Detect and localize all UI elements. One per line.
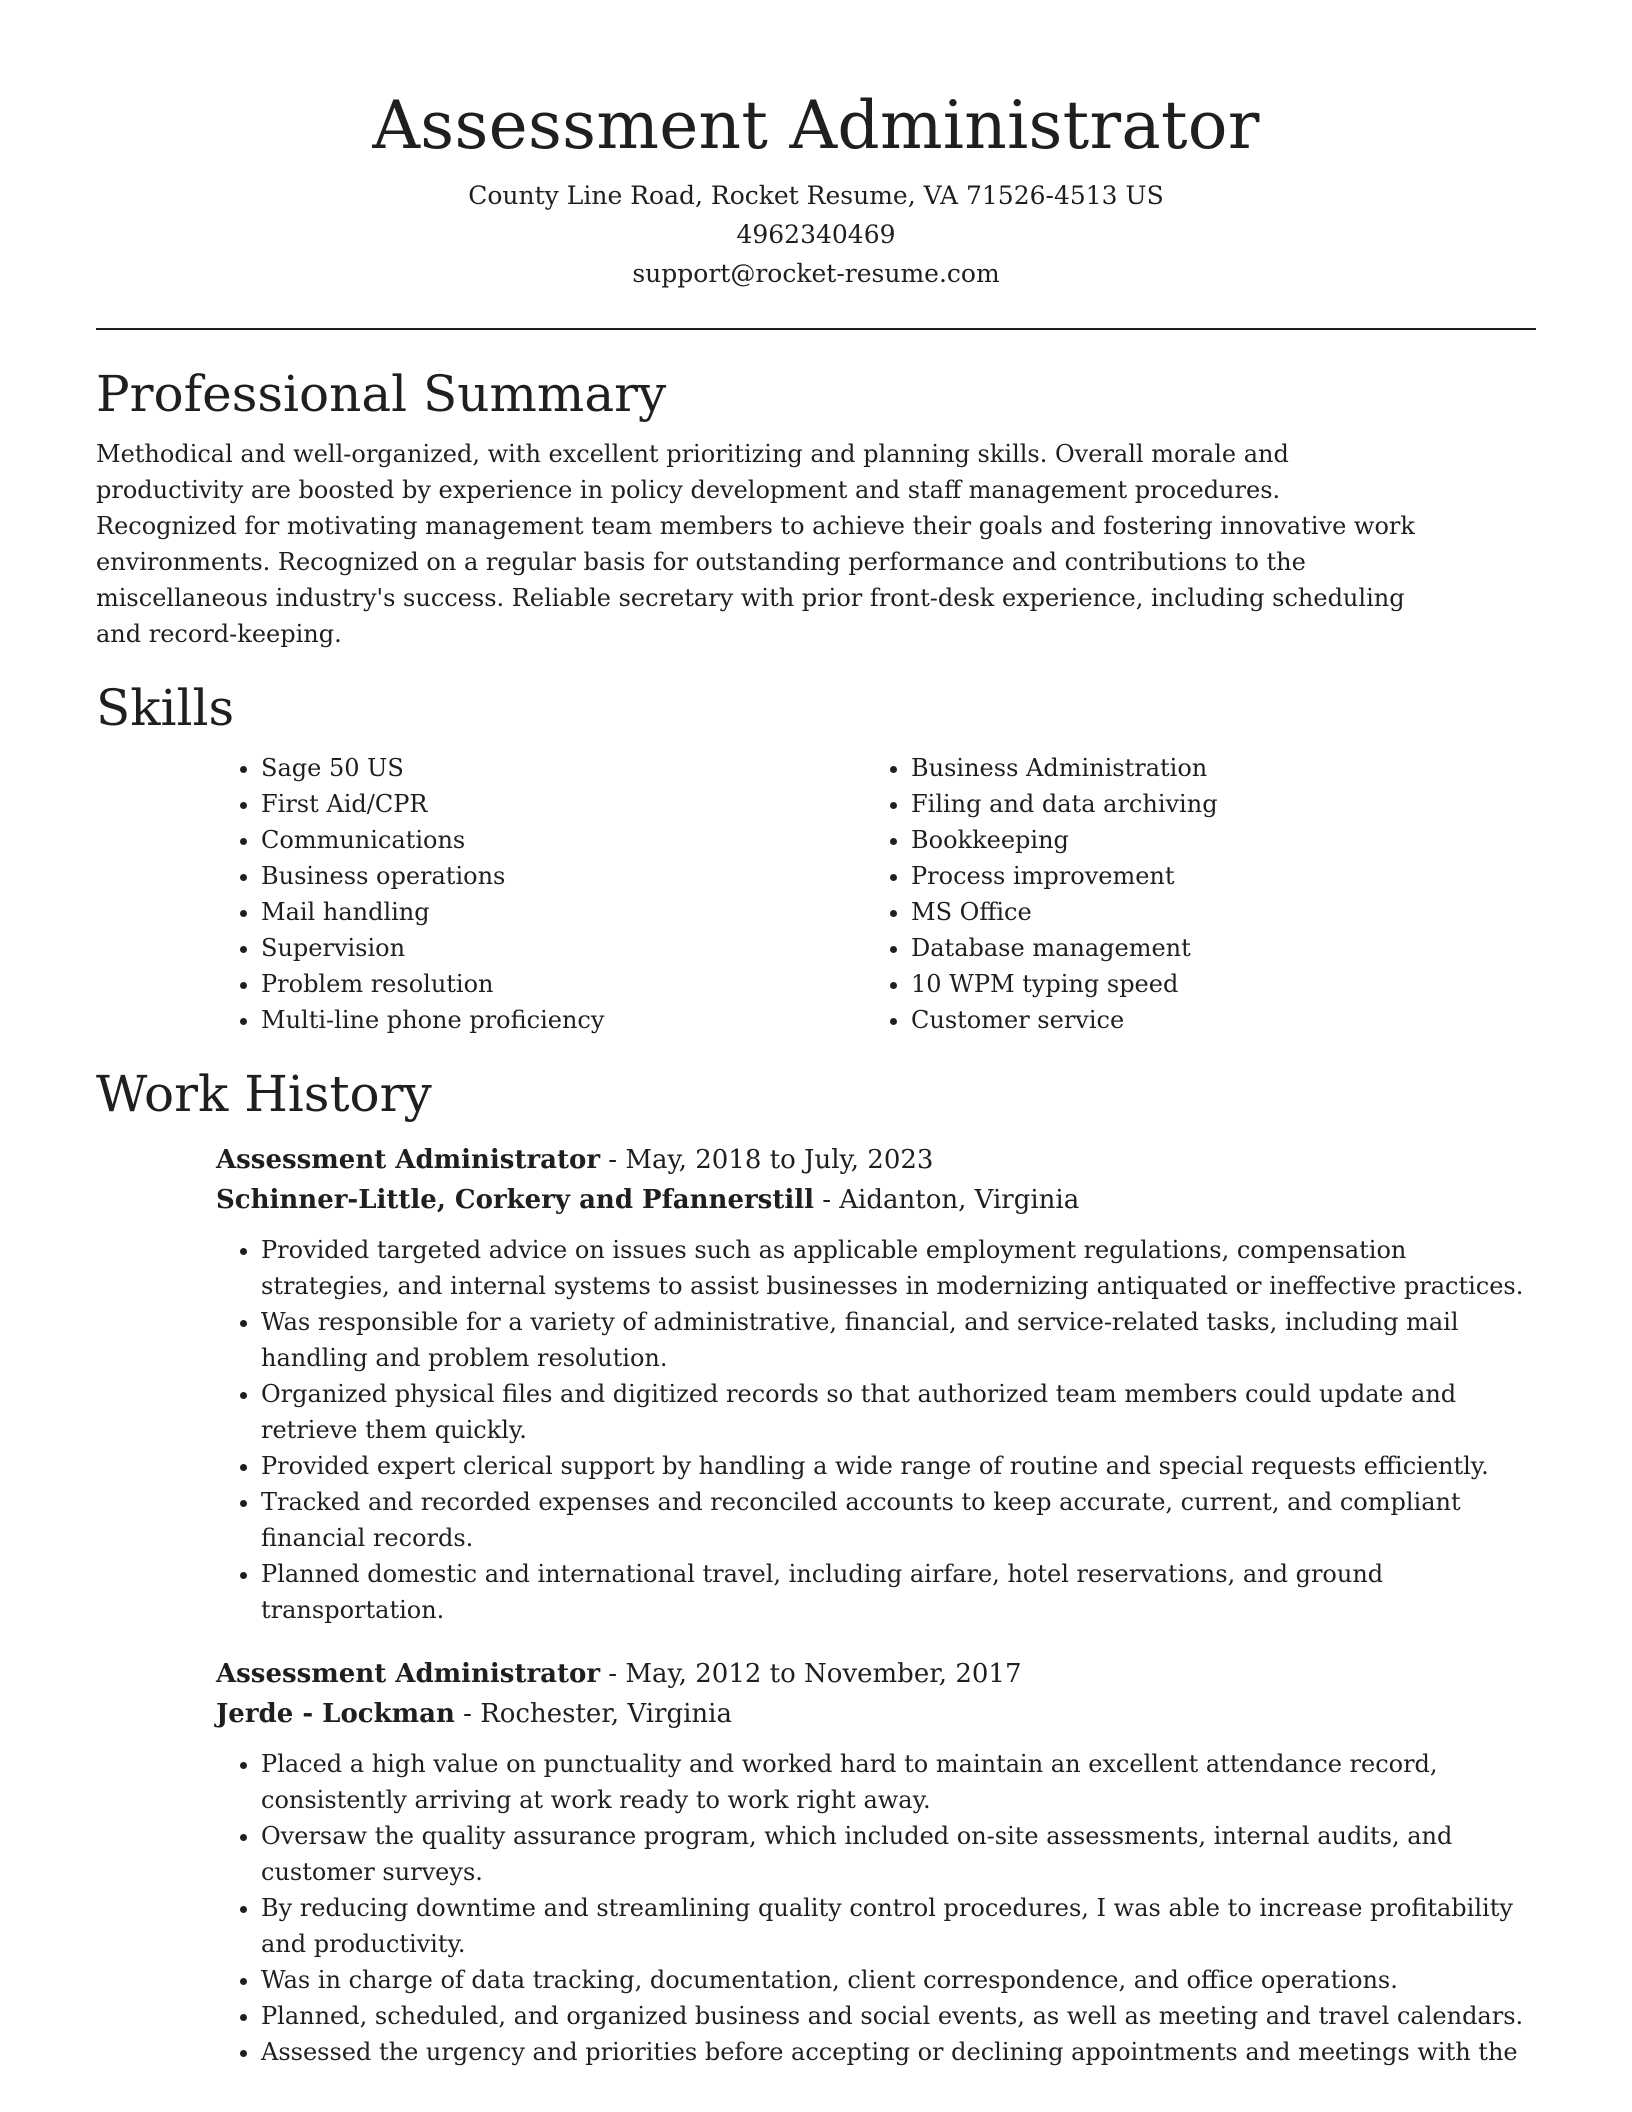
- resume-page: [96, 0, 1536, 2070]
- address: County Line Road, Rocket Resume, VA 71526-4513 US: [468, 181, 1164, 210]
- job-title: Assessment Administrator: [216, 1659, 601, 1689]
- job-title-line: [216, 1654, 1536, 1694]
- skill-item: • Problem resolution: [261, 966, 866, 1002]
- summary-section: [96, 364, 1536, 652]
- skill-item: • Business Administration: [911, 750, 1516, 786]
- job-bullets: [216, 1232, 1536, 1628]
- job-entry: [216, 1140, 1536, 1628]
- job-entry: [216, 1654, 1536, 2070]
- skill-item: • Multi-line phone proficiency: [261, 1002, 866, 1038]
- skill-item: • 10 WPM typing speed: [911, 966, 1516, 1002]
- work-history-section: [96, 1064, 1536, 2070]
- skill-item: • Communications: [261, 822, 866, 858]
- job-bullet: • Organized physical files and digitized records so that authorized team members could update and retrieve them quickly.: [261, 1376, 1536, 1448]
- skill-item: • Sage 50 US: [261, 750, 866, 786]
- job-bullets: [216, 1746, 1536, 2070]
- job-bullet: • Was responsible for a variety of administrative, financial, and service-related tasks, including mail handling and problem resolution.: [261, 1304, 1536, 1376]
- summary-text: Methodical and well-organized, with excellent prioritizing and planning skills. Overall morale and productivity are boosted by experience in policy development and staff management procedures. Recognized for motivating management team members to achieve their goals and fostering innovative work environments. Recognized on a regular basis for outstanding performance and contributions to the miscellaneous industry's success. Reliable secretary with prior front-desk experience, including scheduling and record-keeping.: [96, 440, 1415, 648]
- job-dates: - May, 2018 to July, 2023: [600, 1145, 934, 1175]
- skill-item: • Filing and data archiving: [911, 786, 1516, 822]
- job-company-line: [216, 1694, 1536, 1734]
- skill-item: • Process improvement: [911, 858, 1516, 894]
- skills-list: [216, 750, 1536, 1038]
- job-bullet: • Assessed the urgency and priorities before accepting or declining appointments and meetings with the: [261, 2034, 1536, 2070]
- skill-item: • Business operations: [261, 858, 866, 894]
- job-dates: - May, 2012 to November, 2017: [600, 1659, 1022, 1689]
- job-title-line: [216, 1140, 1536, 1180]
- job-bullet: • By reducing downtime and streamlining quality control procedures, I was able to increase profitability and productivity.: [261, 1890, 1536, 1962]
- resume-header: [96, 0, 1536, 293]
- job-location: - Aidanton, Virginia: [813, 1185, 1080, 1215]
- section-title-skills: Skills: [96, 679, 235, 737]
- skill-item: • Customer service: [911, 1002, 1516, 1038]
- skill-item: • Database management: [911, 930, 1516, 966]
- job-title: Assessment Administrator: [216, 1145, 601, 1175]
- skills-section: [96, 678, 1536, 1038]
- section-title-work-history: Work History: [96, 1065, 432, 1123]
- company-name: Schinner-Little, Corkery and Pfannerstill: [216, 1185, 814, 1215]
- skills-column-left: [216, 750, 866, 1038]
- job-bullet: • Was in charge of data tracking, documentation, client correspondence, and office operations.: [261, 1962, 1536, 1998]
- job-bullet: • Planned, scheduled, and organized business and social events, as well as meeting and travel calendars.: [261, 1998, 1536, 2034]
- skill-item: • Mail handling: [261, 894, 866, 930]
- job-bullet: • Provided targeted advice on issues such as applicable employment regulations, compensation strategies, and internal systems to assist businesses in modernizing antiquated or ineffective practices.: [261, 1232, 1536, 1304]
- job-company-line: [216, 1180, 1536, 1220]
- phone-number: 4962340469: [736, 220, 896, 249]
- section-title-summary: Professional Summary: [96, 365, 667, 423]
- email-address: support@rocket-resume.com: [632, 259, 1000, 288]
- job-bullet: • Provided expert clerical support by handling a wide range of routine and special requests efficiently.: [261, 1448, 1536, 1484]
- job-bullet: • Planned domestic and international travel, including airfare, hotel reservations, and ground transportation.: [261, 1556, 1536, 1628]
- header-divider: [96, 328, 1536, 330]
- skills-column-right: [866, 750, 1516, 1038]
- job-location: - Rochester, Virginia: [454, 1699, 732, 1729]
- skill-item: • Supervision: [261, 930, 866, 966]
- job-bullet: • Oversaw the quality assurance program, which included on-site assessments, internal audits, and customer surveys.: [261, 1818, 1536, 1890]
- job-bullet: • Tracked and recorded expenses and reconciled accounts to keep accurate, current, and compliant financial records.: [261, 1484, 1536, 1556]
- contact-info: [96, 176, 1536, 293]
- skill-item: • MS Office: [911, 894, 1516, 930]
- skill-item: • Bookkeeping: [911, 822, 1516, 858]
- job-bullet: • Placed a high value on punctuality and worked hard to maintain an excellent attendance record, consistently arriving at work ready to work right away.: [261, 1746, 1536, 1818]
- company-name: Jerde - Lockman: [216, 1699, 455, 1729]
- skill-item: • First Aid/CPR: [261, 786, 866, 822]
- candidate-name: Assessment Administrator: [372, 87, 1260, 164]
